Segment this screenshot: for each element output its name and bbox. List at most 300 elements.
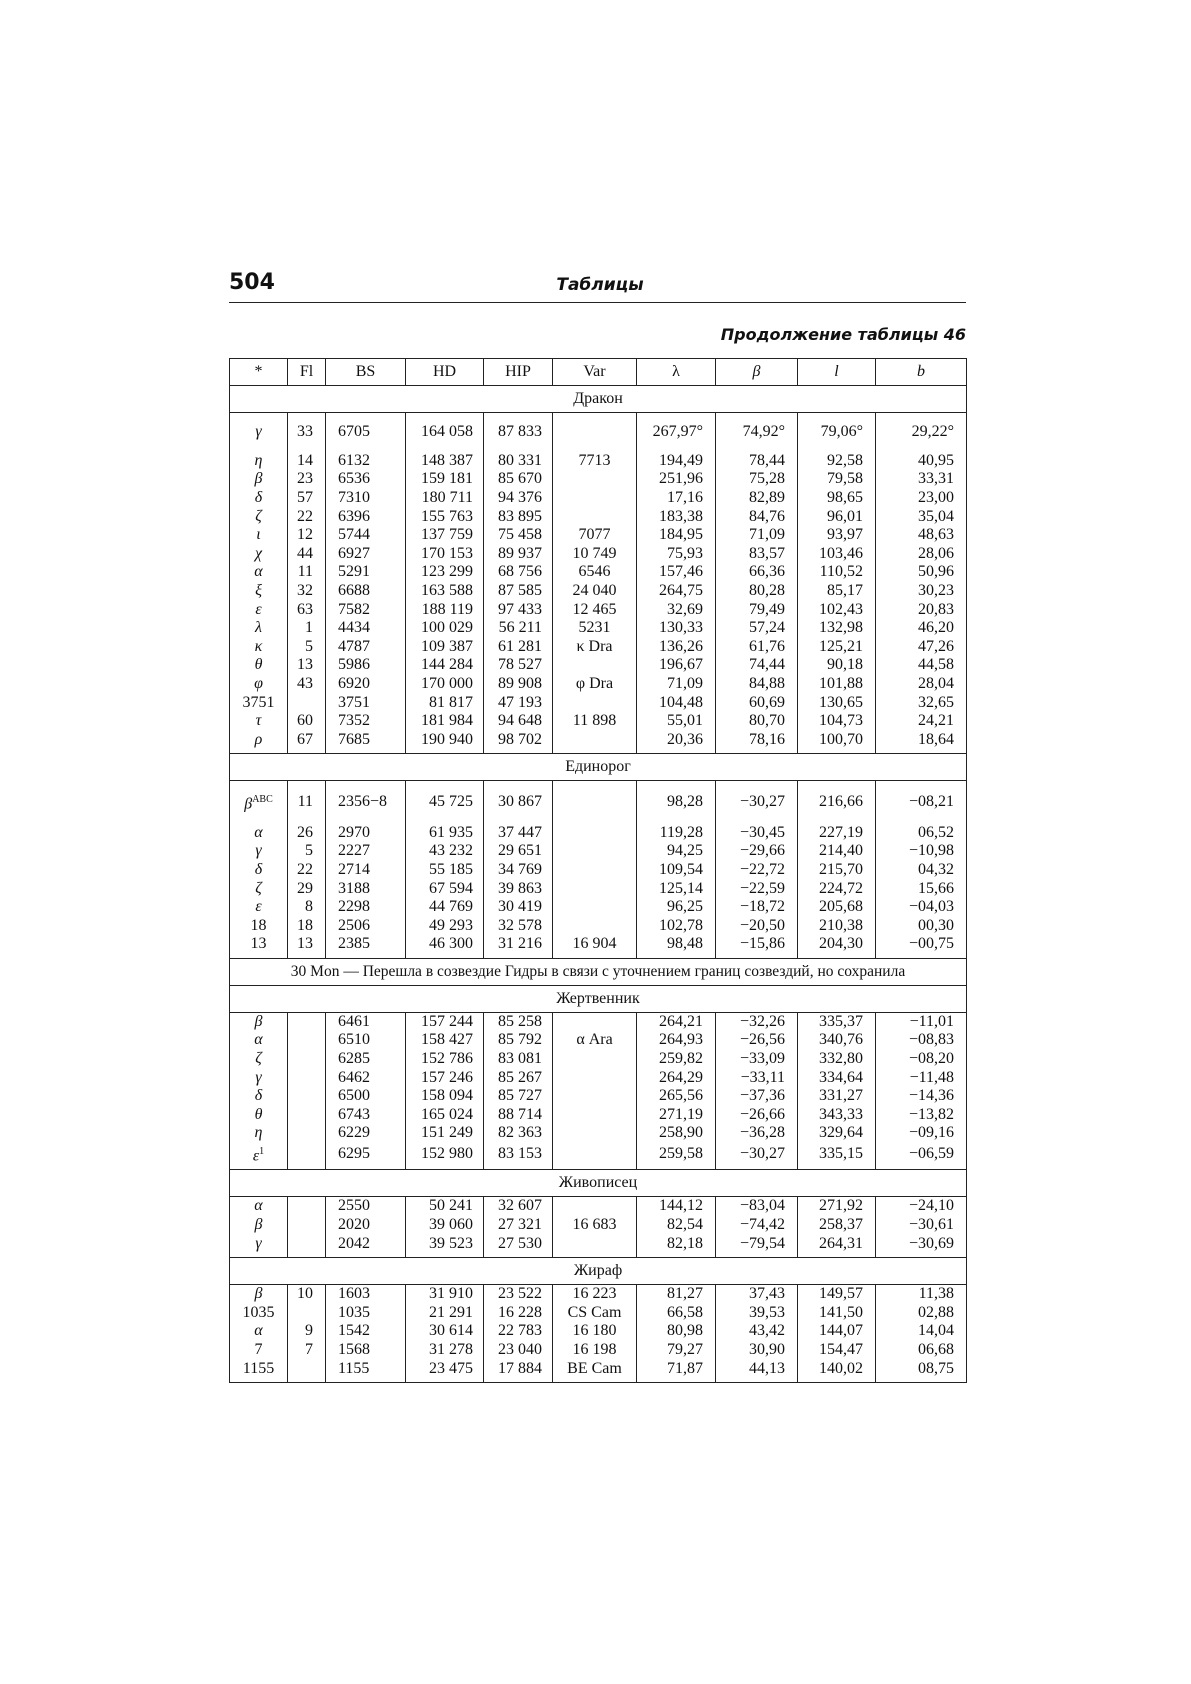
- constellation-name: Живописец: [230, 1170, 967, 1197]
- cell-fl: 63: [288, 600, 326, 619]
- cell-hd: 158 094: [406, 1087, 484, 1106]
- cell-lam: 183,38: [637, 507, 716, 526]
- cell-fl: 22: [288, 861, 326, 880]
- cell-l: 332,80: [798, 1050, 876, 1069]
- cell-hd: 190 940: [406, 731, 484, 754]
- cell-lam: 82,54: [637, 1216, 716, 1235]
- cell-var: 11 898: [553, 712, 637, 731]
- cell-beta: 57,24: [716, 619, 798, 638]
- cell-hd: 67 594: [406, 879, 484, 898]
- cell-lam: 109,54: [637, 861, 716, 880]
- column-header-var: Var: [553, 359, 637, 386]
- cell-hd: 55 185: [406, 861, 484, 880]
- column-header-hip: HIP: [484, 359, 553, 386]
- cell-fl: [288, 693, 326, 712]
- cell-hd: 170 153: [406, 545, 484, 564]
- cell-hip: 97 433: [484, 600, 553, 619]
- cell-bs: 3751: [326, 693, 406, 712]
- cell-hip: 27 321: [484, 1216, 553, 1235]
- cell-b: 08,75: [876, 1359, 967, 1382]
- cell-l: 154,47: [798, 1341, 876, 1360]
- cell-lam: 71,09: [637, 675, 716, 694]
- cell-l: 215,70: [798, 861, 876, 880]
- cell-hip: 78 527: [484, 656, 553, 675]
- cell-hd: 152 786: [406, 1050, 484, 1069]
- cell-l: 79,58: [798, 470, 876, 489]
- cell-bs: 7352: [326, 712, 406, 731]
- table-continuation-label: Продолжение таблицы 46: [720, 325, 966, 344]
- cell-lam: 264,21: [637, 1012, 716, 1031]
- cell-star: 18: [230, 916, 288, 935]
- cell-beta: 78,16: [716, 731, 798, 754]
- cell-var: 16 223: [553, 1284, 637, 1303]
- cell-var: α Ara: [553, 1031, 637, 1050]
- cell-l: 98,65: [798, 489, 876, 508]
- cell-star: ι: [230, 526, 288, 545]
- cell-b: 04,32: [876, 861, 967, 880]
- cell-star: [230, 1143, 288, 1170]
- cell-var: [553, 1012, 637, 1031]
- cell-beta: 80,28: [716, 582, 798, 601]
- cell-star: θ: [230, 1106, 288, 1125]
- cell-var: 6546: [553, 563, 637, 582]
- cell-star: ζ: [230, 507, 288, 526]
- cell-beta: −33,09: [716, 1050, 798, 1069]
- cell-beta: −22,59: [716, 879, 798, 898]
- cell-var: [553, 823, 637, 842]
- cell-bs: 6295: [326, 1143, 406, 1170]
- cell-hip: 29 651: [484, 842, 553, 861]
- cell-hip: 31 216: [484, 935, 553, 958]
- table-row: [230, 1303, 967, 1322]
- cell-l: 271,92: [798, 1197, 876, 1216]
- cell-b: 50,96: [876, 563, 967, 582]
- table-row: [230, 861, 967, 880]
- cell-lam: 71,87: [637, 1359, 716, 1382]
- cell-lam: 17,16: [637, 489, 716, 508]
- table-row: [230, 1012, 967, 1031]
- cell-lam: 130,33: [637, 619, 716, 638]
- cell-hd: 23 475: [406, 1359, 484, 1382]
- cell-hip: 94 376: [484, 489, 553, 508]
- cell-b: −08,83: [876, 1031, 967, 1050]
- cell-star: ε: [230, 898, 288, 917]
- cell-fl: 57: [288, 489, 326, 508]
- cell-star: α: [230, 823, 288, 842]
- cell-l: 103,46: [798, 545, 876, 564]
- cell-star: β: [230, 1284, 288, 1303]
- constellation-header-row: [230, 1170, 967, 1197]
- cell-beta: 84,76: [716, 507, 798, 526]
- cell-fl: 8: [288, 898, 326, 917]
- table-row: [230, 693, 967, 712]
- cell-var: [553, 413, 637, 452]
- cell-bs: 6132: [326, 452, 406, 471]
- cell-lam: 196,67: [637, 656, 716, 675]
- cell-l: 216,66: [798, 781, 876, 824]
- star-designation-superscript: 1: [259, 1145, 265, 1157]
- cell-lam: 66,58: [637, 1303, 716, 1322]
- cell-b: −11,48: [876, 1068, 967, 1087]
- table-row: [230, 413, 967, 452]
- cell-star: β: [230, 1216, 288, 1235]
- cell-fl: [288, 1087, 326, 1106]
- cell-hip: 82 363: [484, 1124, 553, 1143]
- cell-hd: 157 246: [406, 1068, 484, 1087]
- table-row: [230, 563, 967, 582]
- cell-hip: 98 702: [484, 731, 553, 754]
- cell-bs: 6396: [326, 507, 406, 526]
- cell-hd: 39 523: [406, 1234, 484, 1257]
- cell-hd: 123 299: [406, 563, 484, 582]
- table-row: [230, 781, 967, 824]
- cell-var: [553, 781, 637, 824]
- cell-beta: −36,28: [716, 1124, 798, 1143]
- constellation-name: Единорог: [230, 754, 967, 781]
- cell-fl: 13: [288, 935, 326, 958]
- cell-hd: 181 984: [406, 712, 484, 731]
- cell-hip: 89 908: [484, 675, 553, 694]
- table-row: [230, 1359, 967, 1382]
- table-row: [230, 898, 967, 917]
- cell-l: 96,01: [798, 507, 876, 526]
- cell-hd: 157 244: [406, 1012, 484, 1031]
- cell-beta: 84,88: [716, 675, 798, 694]
- cell-l: 335,37: [798, 1012, 876, 1031]
- cell-beta: −74,42: [716, 1216, 798, 1235]
- cell-var: [553, 861, 637, 880]
- cell-var: 10 749: [553, 545, 637, 564]
- cell-b: −00,75: [876, 935, 967, 958]
- cell-hd: 148 387: [406, 452, 484, 471]
- cell-hd: 100 029: [406, 619, 484, 638]
- constellation-header-row: [230, 386, 967, 413]
- cell-hip: 23 040: [484, 1341, 553, 1360]
- cell-l: 264,31: [798, 1234, 876, 1257]
- cell-star: γ: [230, 842, 288, 861]
- cell-l: 140,02: [798, 1359, 876, 1382]
- footnote-text: 30 Mon — Перешла в созвездие Гидры в связи с уточнением границ созвездий, но сохранила: [230, 958, 967, 985]
- cell-b: 24,21: [876, 712, 967, 731]
- cell-lam: 265,56: [637, 1087, 716, 1106]
- cell-fl: 13: [288, 656, 326, 675]
- cell-var: [553, 693, 637, 712]
- table-row: [230, 731, 967, 754]
- cell-beta: −15,86: [716, 935, 798, 958]
- cell-star: ζ: [230, 879, 288, 898]
- cell-hd: 152 980: [406, 1143, 484, 1170]
- table-row: [230, 823, 967, 842]
- cell-var: [553, 1197, 637, 1216]
- cell-hip: 30 867: [484, 781, 553, 824]
- cell-lam: 264,29: [637, 1068, 716, 1087]
- constellation-header-row: [230, 985, 967, 1012]
- cell-bs: 1568: [326, 1341, 406, 1360]
- cell-var: [553, 916, 637, 935]
- cell-var: 12 465: [553, 600, 637, 619]
- cell-bs: 6927: [326, 545, 406, 564]
- table-row: [230, 879, 967, 898]
- column-header-l: l: [798, 359, 876, 386]
- cell-star: ε: [230, 600, 288, 619]
- cell-lam: 157,46: [637, 563, 716, 582]
- table-row: [230, 1216, 967, 1235]
- table-row: [230, 1234, 967, 1257]
- column-header-beta: β: [716, 359, 798, 386]
- cell-hip: 87 585: [484, 582, 553, 601]
- cell-bs: 6510: [326, 1031, 406, 1050]
- cell-hd: 180 711: [406, 489, 484, 508]
- cell-fl: [288, 1359, 326, 1382]
- cell-hip: 85 258: [484, 1012, 553, 1031]
- cell-fl: 29: [288, 879, 326, 898]
- cell-fl: [288, 1050, 326, 1069]
- table-row: [230, 842, 967, 861]
- cell-fl: 9: [288, 1322, 326, 1341]
- cell-b: 14,04: [876, 1322, 967, 1341]
- cell-beta: 30,90: [716, 1341, 798, 1360]
- cell-b: −08,21: [876, 781, 967, 824]
- cell-lam: 136,26: [637, 638, 716, 657]
- cell-b: 47,26: [876, 638, 967, 657]
- cell-beta: 44,13: [716, 1359, 798, 1382]
- constellation-name: Дракон: [230, 386, 967, 413]
- cell-star: φ: [230, 675, 288, 694]
- cell-l: 102,43: [798, 600, 876, 619]
- page-number: 504: [229, 270, 275, 295]
- cell-beta: −22,72: [716, 861, 798, 880]
- cell-l: 144,07: [798, 1322, 876, 1341]
- cell-beta: −83,04: [716, 1197, 798, 1216]
- cell-l: 125,21: [798, 638, 876, 657]
- cell-hd: 109 387: [406, 638, 484, 657]
- cell-fl: [288, 1197, 326, 1216]
- cell-var: 5231: [553, 619, 637, 638]
- cell-star: 13: [230, 935, 288, 958]
- cell-fl: 22: [288, 507, 326, 526]
- table-row: [230, 935, 967, 958]
- cell-beta: −33,11: [716, 1068, 798, 1087]
- cell-var: 7713: [553, 452, 637, 471]
- cell-l: 258,37: [798, 1216, 876, 1235]
- cell-b: −11,01: [876, 1012, 967, 1031]
- cell-hd: 31 278: [406, 1341, 484, 1360]
- cell-star: δ: [230, 861, 288, 880]
- table-row: [230, 1341, 967, 1360]
- cell-l: 331,27: [798, 1087, 876, 1106]
- cell-bs: 6743: [326, 1106, 406, 1125]
- cell-fl: 5: [288, 638, 326, 657]
- cell-star: τ: [230, 712, 288, 731]
- cell-b: −10,98: [876, 842, 967, 861]
- cell-b: 40,95: [876, 452, 967, 471]
- cell-b: −09,16: [876, 1124, 967, 1143]
- cell-hd: 151 249: [406, 1124, 484, 1143]
- cell-hip: 22 783: [484, 1322, 553, 1341]
- cell-hip: 32 578: [484, 916, 553, 935]
- cell-beta: 75,28: [716, 470, 798, 489]
- cell-l: 227,19: [798, 823, 876, 842]
- cell-star: α: [230, 1031, 288, 1050]
- cell-bs: 6705: [326, 413, 406, 452]
- cell-l: 210,38: [798, 916, 876, 935]
- cell-bs: 6920: [326, 675, 406, 694]
- cell-hip: 27 530: [484, 1234, 553, 1257]
- cell-hip: 75 458: [484, 526, 553, 545]
- cell-var: [553, 1087, 637, 1106]
- cell-beta: 80,70: [716, 712, 798, 731]
- column-header-hd: HD: [406, 359, 484, 386]
- cell-l: 335,15: [798, 1143, 876, 1170]
- cell-lam: 144,12: [637, 1197, 716, 1216]
- table-row: [230, 1197, 967, 1216]
- cell-lam: 259,58: [637, 1143, 716, 1170]
- cell-var: [553, 507, 637, 526]
- cell-b: −24,10: [876, 1197, 967, 1216]
- cell-lam: 98,28: [637, 781, 716, 824]
- cell-beta: 82,89: [716, 489, 798, 508]
- cell-l: 93,97: [798, 526, 876, 545]
- cell-fl: 10: [288, 1284, 326, 1303]
- cell-beta: −18,72: [716, 898, 798, 917]
- cell-star: ξ: [230, 582, 288, 601]
- cell-star: λ: [230, 619, 288, 638]
- cell-lam: 75,93: [637, 545, 716, 564]
- cell-fl: 26: [288, 823, 326, 842]
- cell-hd: 50 241: [406, 1197, 484, 1216]
- cell-bs: 2020: [326, 1216, 406, 1235]
- table-row: [230, 1284, 967, 1303]
- cell-fl: 5: [288, 842, 326, 861]
- cell-lam: 264,93: [637, 1031, 716, 1050]
- cell-fl: 33: [288, 413, 326, 452]
- cell-hd: 144 284: [406, 656, 484, 675]
- cell-beta: −30,27: [716, 781, 798, 824]
- cell-star: η: [230, 452, 288, 471]
- column-header-bs: BS: [326, 359, 406, 386]
- cell-var: φ Dra: [553, 675, 637, 694]
- cell-bs: 2227: [326, 842, 406, 861]
- cell-star: α: [230, 563, 288, 582]
- cell-bs: 2042: [326, 1234, 406, 1257]
- cell-star: δ: [230, 489, 288, 508]
- cell-hip: 30 419: [484, 898, 553, 917]
- cell-hip: 32 607: [484, 1197, 553, 1216]
- cell-beta: 66,36: [716, 563, 798, 582]
- cell-hd: 81 817: [406, 693, 484, 712]
- cell-var: 16 683: [553, 1216, 637, 1235]
- cell-fl: [288, 1106, 326, 1125]
- star-designation: ε: [252, 1147, 260, 1165]
- cell-b: −08,20: [876, 1050, 967, 1069]
- cell-star: α: [230, 1197, 288, 1216]
- cell-bs: 2385: [326, 935, 406, 958]
- cell-beta: −26,66: [716, 1106, 798, 1125]
- cell-hip: 34 769: [484, 861, 553, 880]
- cell-lam: 104,48: [637, 693, 716, 712]
- cell-var: κ Dra: [553, 638, 637, 657]
- cell-b: 20,83: [876, 600, 967, 619]
- cell-star: χ: [230, 545, 288, 564]
- cell-fl: [288, 1303, 326, 1322]
- constellation-header-row: [230, 754, 967, 781]
- cell-fl: [288, 1031, 326, 1050]
- column-header-lambda: λ: [637, 359, 716, 386]
- cell-b: 48,63: [876, 526, 967, 545]
- cell-var: [553, 1143, 637, 1170]
- cell-lam: 184,95: [637, 526, 716, 545]
- table-row: [230, 619, 967, 638]
- cell-fl: 60: [288, 712, 326, 731]
- cell-bs: 6500: [326, 1087, 406, 1106]
- cell-beta: −30,27: [716, 1143, 798, 1170]
- cell-var: 16 180: [553, 1322, 637, 1341]
- cell-hip: 87 833: [484, 413, 553, 452]
- cell-fl: 14: [288, 452, 326, 471]
- cell-hd: 158 427: [406, 1031, 484, 1050]
- cell-star: γ: [230, 413, 288, 452]
- header-rule: [229, 302, 966, 303]
- cell-lam: 102,78: [637, 916, 716, 935]
- cell-var: CS Cam: [553, 1303, 637, 1322]
- table-row: [230, 470, 967, 489]
- cell-beta: 71,09: [716, 526, 798, 545]
- cell-b: 11,38: [876, 1284, 967, 1303]
- cell-star: [230, 781, 288, 824]
- cell-star: θ: [230, 656, 288, 675]
- cell-l: 79,06°: [798, 413, 876, 452]
- cell-b: 18,64: [876, 731, 967, 754]
- cell-fl: 12: [288, 526, 326, 545]
- cell-b: −13,82: [876, 1106, 967, 1125]
- cell-lam: 32,69: [637, 600, 716, 619]
- cell-fl: 11: [288, 781, 326, 824]
- cell-fl: 7: [288, 1341, 326, 1360]
- cell-hip: 88 714: [484, 1106, 553, 1125]
- cell-hip: 85 727: [484, 1087, 553, 1106]
- running-title: Таблицы: [556, 275, 644, 295]
- cell-lam: 251,96: [637, 470, 716, 489]
- cell-l: 149,57: [798, 1284, 876, 1303]
- cell-b: 23,00: [876, 489, 967, 508]
- cell-beta: 37,43: [716, 1284, 798, 1303]
- table-row: [230, 507, 967, 526]
- cell-b: −30,69: [876, 1234, 967, 1257]
- cell-hip: 47 193: [484, 693, 553, 712]
- cell-fl: [288, 1068, 326, 1087]
- cell-hd: 49 293: [406, 916, 484, 935]
- cell-l: 132,98: [798, 619, 876, 638]
- cell-lam: 267,97°: [637, 413, 716, 452]
- cell-lam: 55,01: [637, 712, 716, 731]
- cell-bs: 1155: [326, 1359, 406, 1382]
- table-row: [230, 1124, 967, 1143]
- cell-bs: 5744: [326, 526, 406, 545]
- cell-var: [553, 842, 637, 861]
- cell-bs: 2506: [326, 916, 406, 935]
- cell-star: 7: [230, 1341, 288, 1360]
- cell-var: [553, 1124, 637, 1143]
- cell-fl: [288, 1143, 326, 1170]
- table-row: [230, 656, 967, 675]
- cell-hip: 85 792: [484, 1031, 553, 1050]
- cell-l: 329,64: [798, 1124, 876, 1143]
- cell-hd: 164 058: [406, 413, 484, 452]
- cell-hip: 61 281: [484, 638, 553, 657]
- cell-lam: 79,27: [637, 1341, 716, 1360]
- cell-hip: 37 447: [484, 823, 553, 842]
- cell-b: 44,58: [876, 656, 967, 675]
